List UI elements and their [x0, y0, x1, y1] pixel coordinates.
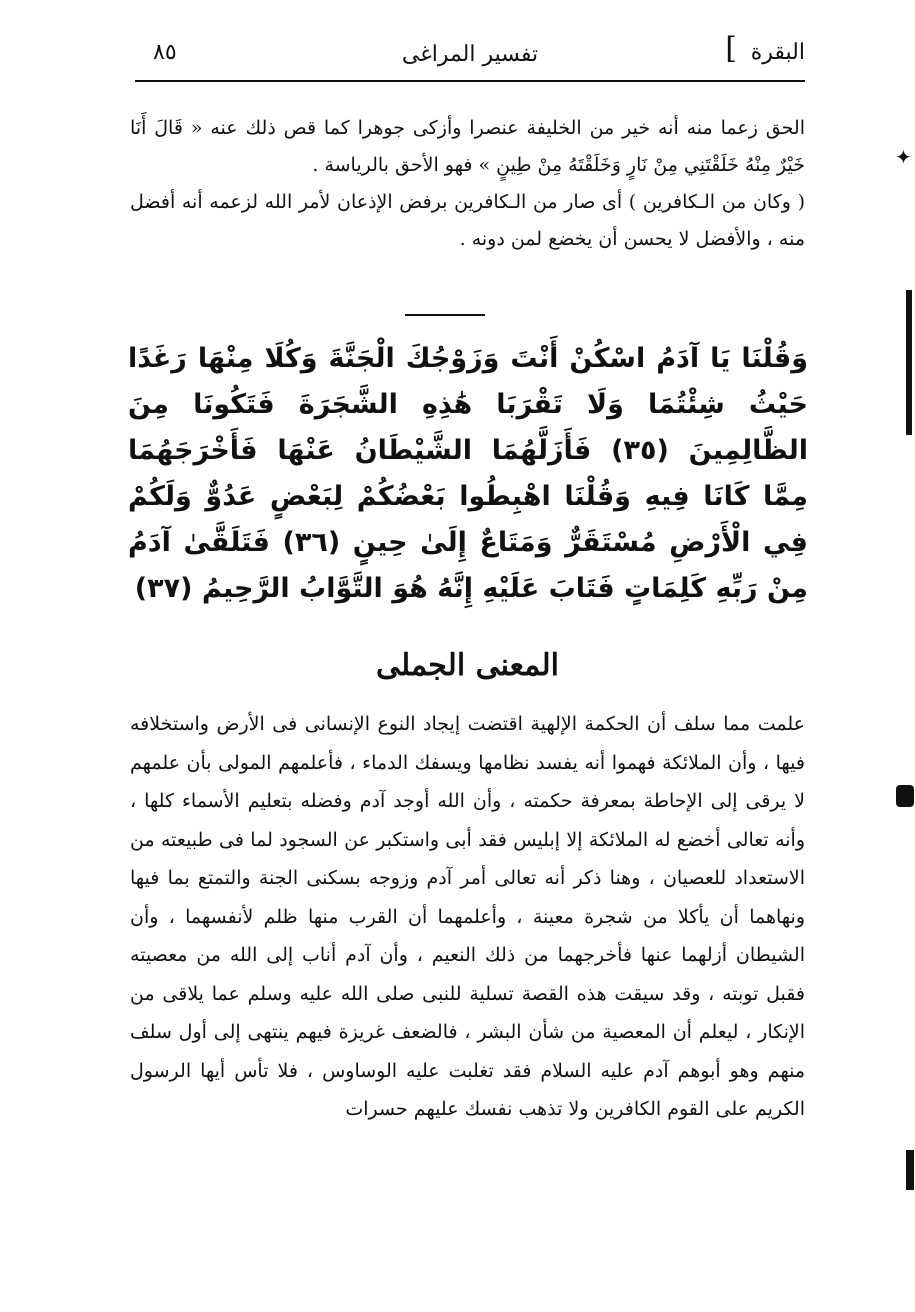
surah-name: البقرة	[750, 40, 805, 65]
margin-star-icon: ✦	[895, 145, 912, 169]
page-header	[135, 30, 805, 82]
quran-verses: وَقُلْنَا يَا آدَمُ اسْكُنْ أَنْتَ وَزَوْجُكَ الْجَنَّةَ وَكُلَا مِنْهَا رَغَدًا حَيْثُ شِئْتُمَا وَلَا تَقْرَبَا هَٰذِهِ الشَّجَرَةَ فَتَكُونَا مِنَ الظَّالِمِينَ (٣٥) فَأَزَلَّهُمَا الشَّيْطَانُ عَنْهَا فَأَخْرَجَهُمَا مِمَّا كَانَا فِيهِ وَقُلْنَا اهْبِطُوا بَعْضُكُمْ لِبَعْضٍ عَدُوٌّ وَلَكُمْ فِي الْأَرْضِ مُسْتَقَرٌّ وَمَتَاعٌ إِلَىٰ حِينٍ (٣٦) فَتَلَقَّىٰ آدَمُ مِنْ رَبِّهِ كَلِمَاتٍ فَتَابَ عَلَيْهِ إِنَّهُ هُوَ التَّوَّابُ الرَّحِيمُ (٣٧)	[128, 343, 808, 604]
margin-edge-mark	[906, 1150, 914, 1190]
book-title: تفسير المراغى	[401, 42, 539, 67]
commentary-bottom: علمت مما سلف أن الحكمة الإلهية اقتضت إيجاد النوع الإنسانى فى الأرض واستخلافه فيها ، وأن الملائكة فهموا أنه يفسد نظامها ويسفك الدماء ، فأعلمهم المولى بأن علمهم لا يرقى إلى الإحاطة بمعرفة حكمته ، وأن الله أوجد آدم وفضله بتعليم الأسماء كلها ، وأنه تعالى أخضع له الملائكة إلا إبليس فقد أبى واستكبر عن السجود لما فى طبيعته من الاستعداد للعصيان ، وهنا ذكر أنه تعالى أمر آدم وزوجه بسكنى الجنة والتمتع بما فيها ونهاهما أن يأكلا من شجرة معينة ، وأعلمهما أن القرب منها ظلم لأنفسهما ، وأن الشيطان أزلهما عنها فأخرجهما من ذلك النعيم ، وأن آدم أناب إلى الله من معصيته فقبل توبته ، وقد سيقت هذه القصة تسلية للنبى صلى الله عليه وسلم عما يلاقى من الإنكار ، ليعلم أن المعصية من شأن البشر ، فالضعف غريزة فيهم ينتهى إلى أول سلف منهم وهو أبوهم آدم عليه السلام فقد تغلبت عليه الوساوس ، فلا تأس أيها الرسول الكريم على القوم الكافرين ولا تذهب نفسك عليهم حسرات	[130, 713, 805, 1120]
commentary-top	[130, 110, 805, 258]
header-bracket: ]	[725, 31, 737, 66]
commentary-paragraph: الحق زعما منه أنه خير من الخليفة عنصرا وأزكى جوهرا كما قص ذلك عنه « قَالَ أَنَا خَيْرٌ مِنْهُ خَلَقْتَنِي مِنْ نَارٍ وَخَلَقْتَهُ مِنْ طِينٍ » فهو الأحق بالرياسة .	[130, 117, 805, 176]
commentary-paragraph: ( وكان من الـكافرين ) أى صار من الـكافرين برفض الإذعان لأمر الله لزعمه أنه أفضل منه ، والأفضل لا يحسن أن يخضع لمن دونه .	[130, 191, 805, 250]
section-heading: المعنى الجملى	[376, 648, 559, 683]
page-number: ٨٥	[153, 40, 177, 65]
section-divider	[405, 314, 485, 316]
margin-blot-mark	[896, 785, 914, 807]
margin-binding-mark	[906, 290, 912, 435]
